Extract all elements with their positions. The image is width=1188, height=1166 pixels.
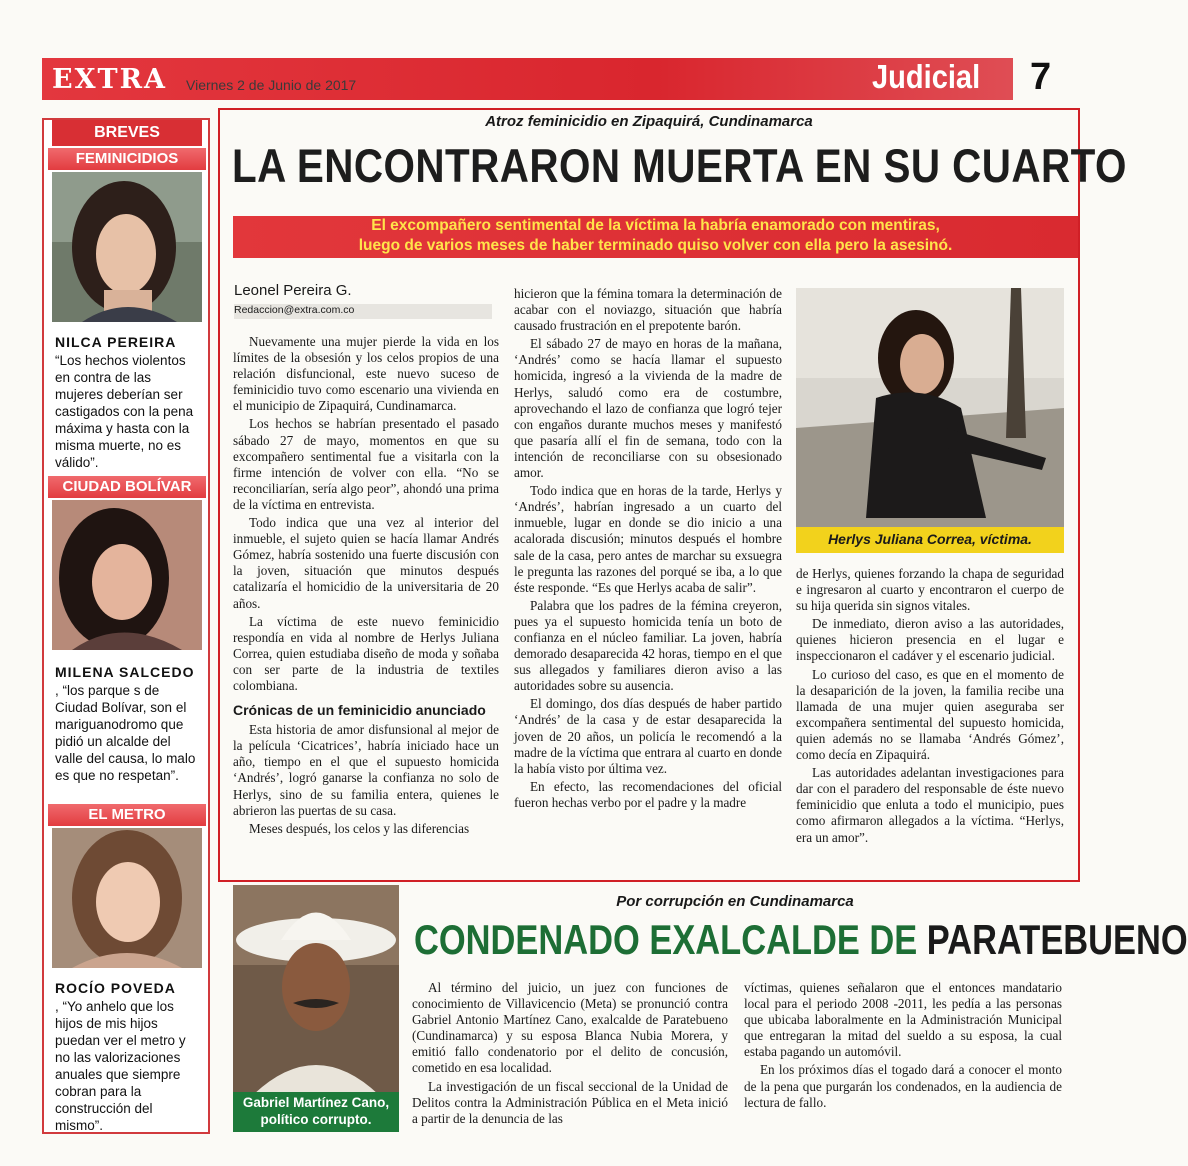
photo-caption-2 (233, 1094, 399, 1128)
sidebar-name-nilca: NILCA PEREIRA (55, 334, 177, 350)
caption-2-line-1: Gabriel Martínez Cano, (242, 1095, 390, 1110)
paragraph: El domingo, dos días después de haber partido ‘Andrés’ de la casa y de estar desaparecida la joven de 20 años, un policía le recomendó a la madre de la víctima que entrara al cuarto en donde la había visto por última vez. (514, 696, 782, 776)
headline-black-part: PARATEBUENO (926, 916, 1188, 963)
story-deck (233, 216, 1078, 256)
sidebar-title: BREVES (52, 120, 202, 146)
paragraph: Lo curioso del caso, es que en el momento de la desaparición de la joven, la familia recibe una llamada de una mujer quien aseguraba ser excompañera sentimental del supuesto homicida, quien además no se llamaba ‘Andrés Gómez’, como decía en Zipaquirá. (796, 666, 1064, 763)
page-number: 7 (1030, 56, 1052, 98)
paragraph: De inmediato, dieron aviso a las autoridades, quienes hicieron presencia en el lugar e inspeccionaron el cadáver y el escenario judicial. (796, 616, 1064, 664)
byline-email: Redaccion@extra.com.co (234, 304, 492, 319)
paragraph: de Herlys, quienes forzando la chapa de seguridad e ingresaron al cuarto y encontraron el cuerpo de su hija querida sin signos vitales. (796, 566, 1064, 614)
story2-headline (414, 916, 1188, 964)
paragraph: hicieron que la fémina tomara la determinación de acabar con el noviazgo, situación que habría causado frustración en el prepotente barón. (514, 286, 782, 334)
story-subhead: Crónicas de un feminicidio anunciado (233, 702, 486, 719)
issue-date: Viernes 2 de Junio de 2017 (186, 77, 357, 93)
photo-milena-salcedo (52, 500, 202, 650)
paragraph: Todo indica que en horas de la tarde, Herlys y ‘Andrés’, habrían ingresado a un cuarto del inmueble, lugar en donde se dio inicio a una acalorada discusión; minutos después el hombre sale de la casa, pero antes de marchar su exsuegra le pregunta las razones del porqué se iba, a lo que éste responde. “Es que Herlys acaba de salir”. (514, 483, 782, 595)
paragraph: El sábado 27 de mayo en horas de la mañana, ‘Andrés’ como se hacía llamar el supuesto homicida, ingresó a la vivienda de la madre de Herlys, saludó como era de costumbre, aprovechando el lazo de confianza que logró tejer con engaños durante muchos meses y manifestó que pasaría allí el fin de semana, todo con la intención de reconciliarse con su obsesionado amor. (514, 336, 782, 481)
paragraph: Los hechos se habrían presentado el pasado sábado 27 de mayo, momentos en que su excompañero sentimental fue a visitarla con la firme intención de volver con ella. “No se reconciliarían, sería algo peor”, ahondó una prima de la víctima en entrevista. (233, 416, 499, 512)
story2-column-2 (744, 980, 1062, 1113)
story2-kicker: Por corrupción en Cundinamarca (616, 893, 854, 910)
sidebar-heading-feminicidios: FEMINICIDIOS (48, 148, 206, 170)
photo-nilca-pereira (52, 172, 202, 322)
paragraph: Todo indica que una vez al interior del inmueble, el sujeto quien se hacía llamar Andrés Gómez, habría sostenido una fuerte discusión con la joven, situación que minutos después catalizaría el homicidio de la universitaria de 20 años. (233, 515, 499, 611)
photo-herlys-correa (796, 288, 1064, 553)
paragraph: Nuevamente una mujer pierde la vida en los límites de la obsesión y los celos propios de una relación disfuncional, este nuevo suceso de feminicidio tuvo como escenario una vivienda en el municipio de Zipaquirá, Cundinamarca. (233, 334, 499, 414)
sidebar-name-rocio: ROCÍO POVEDA (55, 980, 176, 996)
paragraph: La investigación de un fiscal seccional de la Unidad de Delitos contra la Administración Pública en el Meta inició a partir de la denuncia de las (412, 1078, 728, 1126)
paragraph: Meses después, los celos y las diferencias (249, 820, 470, 836)
sidebar-heading-el-metro: EL METRO (48, 804, 206, 826)
paragraph: En los próximos días el togado dará a conocer el monto de la pena que purgarán los condenados, en la audiencia de lectura de fallo. (744, 1062, 1062, 1110)
paragraph: Las autoridades adelantan investigaciones para dar con el paradero del responsable de éste nuevo feminicidio que enluta a todo el municipio, pues como afirmaron allegados a la víctima. “Herlys, era un amor”. (796, 765, 1064, 845)
byline: Leonel Pereira G. (234, 282, 352, 299)
deck-line-1: El excompañero sentimental de la víctima la habría enamorado con mentiras, (371, 217, 940, 234)
photo-caption: Herlys Juliana Correa, víctima. (828, 531, 1032, 547)
paragraph: víctimas, quienes señalaron que el entonces mandatario local para el periodo 2008 -2011, les pedía a las personas que ubicaba laboralmente en la Administración Municipal que entregaran la mitad del sueldo a su esposa, la cual estaba pagando un automóvil. (744, 980, 1062, 1060)
sidebar-quote-milena: , “los parque s de Ciudad Bolívar, son el mariguanodromo que pidió un alcalde del valle del causa, lo malo es que no respetan”. (55, 683, 196, 783)
section-title: Judicial (872, 58, 981, 95)
caption-2-line-2: político corrupto. (260, 1112, 372, 1127)
paragraph: En efecto, las recomendaciones del oficial fueron hechas verbo por el padre y la madre (514, 778, 782, 810)
deck-line-2: luego de varios meses de haber terminado quiso volver con ella pero la asesinó. (358, 237, 953, 254)
newspaper-logo: EXTRA (52, 64, 168, 95)
photo-rocio-poveda (52, 828, 202, 968)
breves-sidebar (42, 118, 210, 1134)
headline-green-part: CONDENADO EXALCALDE DE (414, 916, 927, 963)
story2-column-1 (412, 980, 728, 1129)
sidebar-heading-ciudad-bolivar: CIUDAD BOLÍVAR (48, 476, 206, 498)
story-column-3 (796, 566, 1064, 848)
story-kicker: Atroz feminicidio en Zipaquirá, Cundinamarca (485, 113, 813, 130)
sidebar-name-milena: MILENA SALCEDO (55, 664, 195, 680)
story-column-1 (233, 334, 499, 839)
sidebar-quote-nilca: “Los hechos violentos en contra de las mujeres deberían ser castigados con la pena máxima y hasta con la misma muerte, no es válido”. (55, 353, 194, 470)
paragraph: Al término del juicio, un juez con funciones de conocimiento de Villavicencio (Meta) se pronunció contra Gabriel Antonio Martínez Cano, exalcalde de Paratebueno (Cundinamarca) y su esposa Blanca Nubia Morera, y emitió fallo condenatorio por el delito de concusión, cometido en esa localidad. (412, 980, 728, 1076)
story-headline: LA ENCONTRARON MUERTA EN SU CUARTO (232, 139, 1127, 192)
story-column-2 (514, 286, 782, 813)
paragraph: La víctima de este nuevo feminicidio respondía en vida al nombre de Herlys Juliana Correa, quien estudiaba diseño de moda y soñaba con ser parte de la industria de textiles colombiana. (233, 613, 499, 693)
paragraph: Esta historia de amor disfunsional al mejor de la película ‘Cicatrices’, habría iniciado hace un año, tiempo en el que el supuesto homicida ‘Andrés’, logró ganarse la confianza no solo de Herlys, sino de su familia entera, quienes le abrieron las puertas de su casa. (233, 722, 499, 818)
paragraph: Palabra que los padres de la fémina creyeron, pues ya el supuesto homicida tenía un boto de confianza en el núcleo familiar. La joven, habría demorado desaparecida 42 horas, tiempo en el que sus allegados y familiares dieron aviso a las autoridades sobre su ausencia. (514, 597, 782, 694)
sidebar-quote-rocio: , “Yo anhelo que los hijos de mis hijos puedan ver el metro y no las valorizaciones anuales que siempre cobran para la construcción del mismo”. (55, 999, 186, 1133)
